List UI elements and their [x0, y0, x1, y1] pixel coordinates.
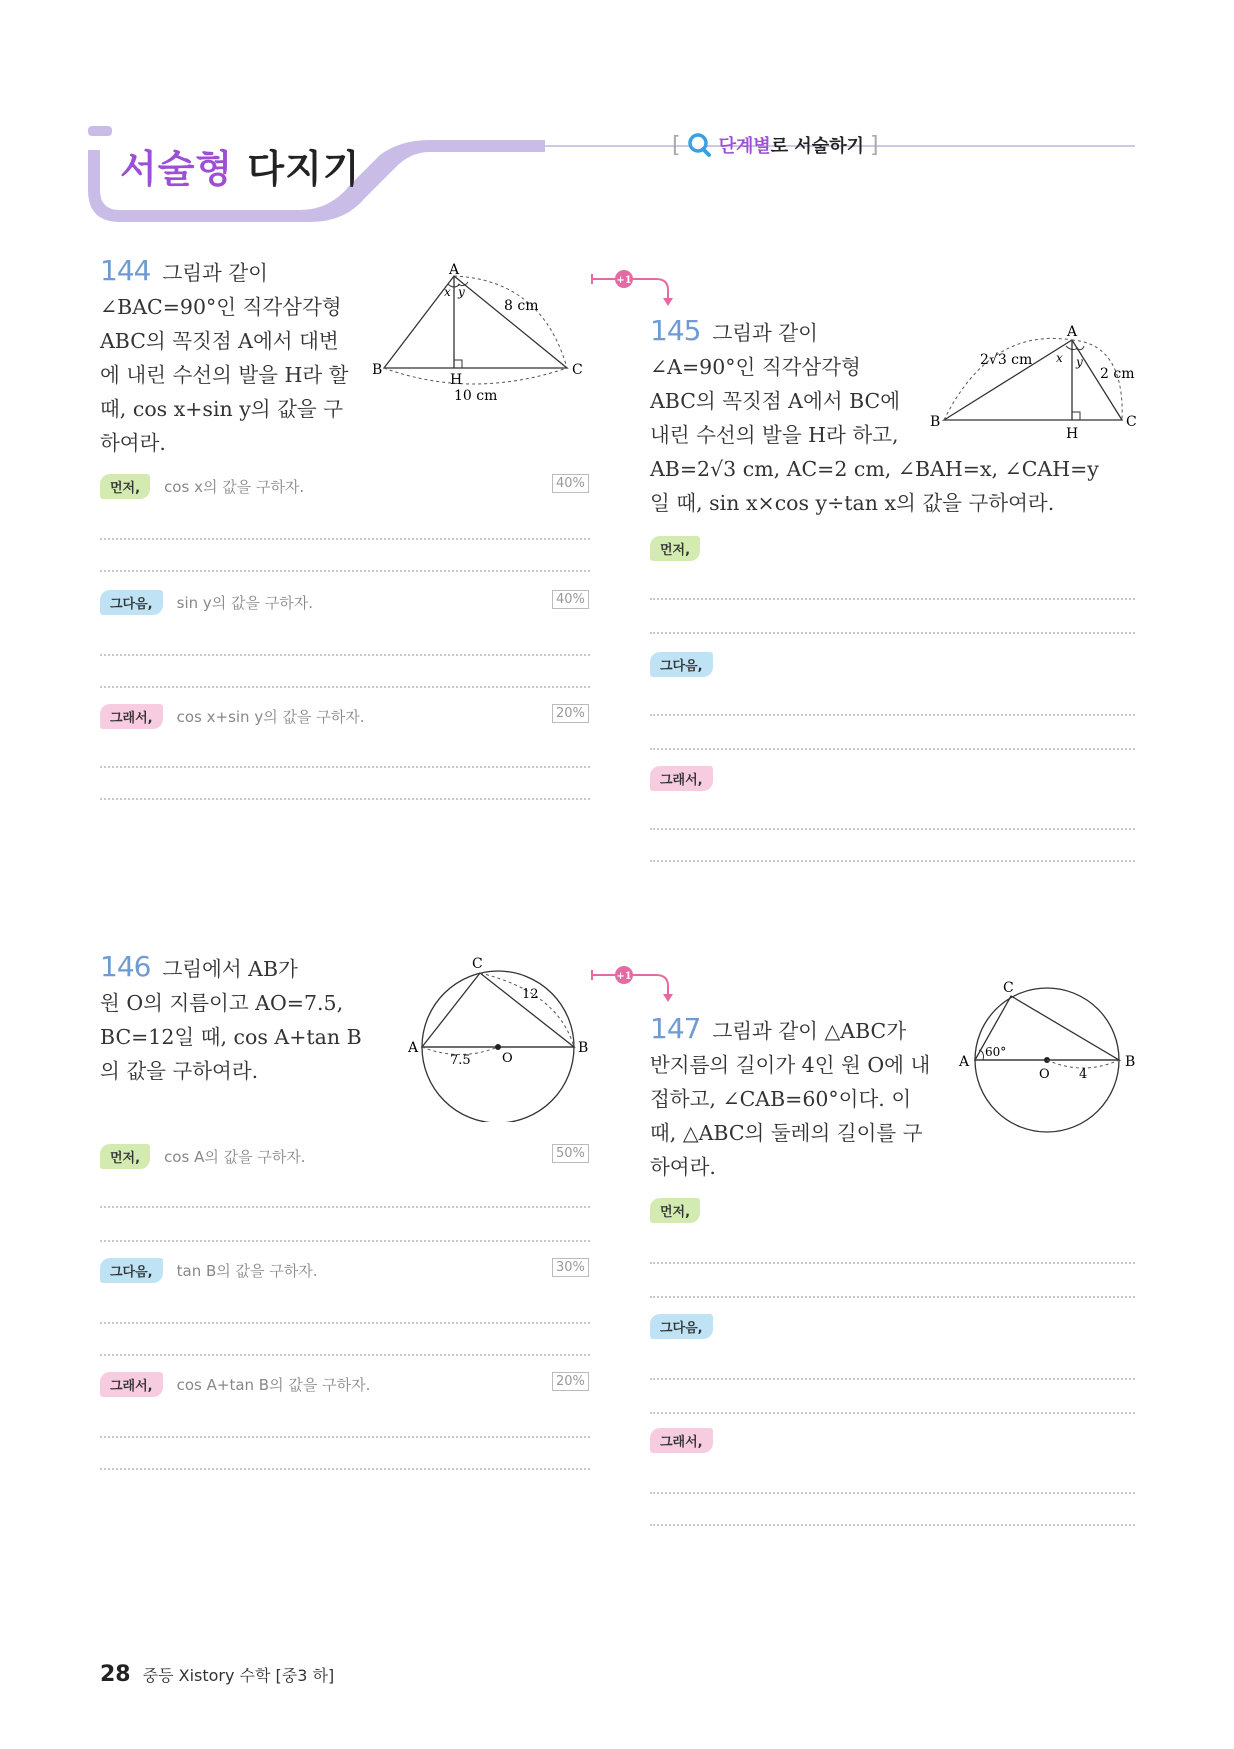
step-first: 먼저, — [650, 536, 700, 561]
label-bc: 10 cm — [454, 388, 498, 404]
label-c: C — [1126, 414, 1137, 430]
answer-line[interactable] — [650, 1296, 1135, 1298]
percent-badge: 40% — [552, 474, 589, 493]
label-x: x — [1056, 351, 1063, 365]
step-then: 그래서, — [650, 766, 713, 791]
page-number: 28 — [100, 1662, 131, 1687]
linked-arrow — [590, 262, 680, 312]
answer-line[interactable] — [650, 860, 1135, 862]
label-h: H — [1066, 426, 1079, 442]
label-c: C — [472, 956, 483, 972]
step-first: 먼저, cos x의 값을 구하자. — [100, 474, 304, 499]
problem-144: 144 그림과 같이 ∠BAC=90°인 직각삼각형 ABC의 꼭짓점 A에서 대변 에 내린 수선의 발을 H라 할 때, cos x+sin y의 값을 구 하여라. — [100, 254, 349, 455]
step-next: 그다음, — [650, 652, 713, 677]
answer-line[interactable] — [100, 766, 590, 768]
label-a: A — [959, 1054, 970, 1070]
answer-line[interactable] — [650, 1262, 1135, 1264]
label-y: y — [458, 285, 465, 299]
header-decoration — [0, 0, 1234, 230]
answer-line[interactable] — [650, 1492, 1135, 1494]
answer-line[interactable] — [100, 1322, 590, 1324]
answer-line[interactable] — [100, 1354, 590, 1356]
label-b: B — [1125, 1054, 1136, 1070]
linked-arrow — [590, 958, 680, 1008]
label-c: C — [1003, 980, 1014, 996]
label-y: y — [1076, 355, 1083, 369]
label-a: A — [1067, 324, 1078, 340]
step-next: 그다음, sin y의 값을 구하자. — [100, 590, 313, 615]
answer-line[interactable] — [100, 1240, 590, 1242]
circle-figure-146 — [408, 952, 598, 1122]
triangle-figure-144 — [372, 260, 592, 410]
step-then: 그래서, cos x+sin y의 값을 구하자. — [100, 704, 364, 729]
label-b: B — [372, 362, 383, 378]
problem-number: 146 — [100, 950, 151, 983]
step-first: 먼저, cos A의 값을 구하자. — [100, 1144, 306, 1169]
label-ab: 2√3 cm — [980, 352, 1033, 368]
problem-number: 144 — [100, 254, 151, 287]
answer-line[interactable] — [650, 1378, 1135, 1380]
label-b: B — [578, 1040, 589, 1056]
problem-146: 146 그림에서 AB가 원 O의 지름이고 AO=7.5, BC=12일 때, cos A+tan B 의 값을 구하여라. — [100, 950, 362, 1083]
percent-badge: 20% — [552, 704, 589, 723]
percent-badge: 20% — [552, 1372, 589, 1391]
answer-line[interactable] — [100, 686, 590, 688]
answer-line[interactable] — [100, 1468, 590, 1470]
answer-line[interactable] — [650, 598, 1135, 600]
page-footer — [100, 1662, 334, 1687]
percent-badge: 50% — [552, 1144, 589, 1163]
percent-badge: 40% — [552, 590, 589, 609]
answer-line[interactable] — [100, 798, 590, 800]
label-r: 4 — [1079, 1067, 1088, 1082]
label-b: B — [930, 414, 941, 430]
label-o: O — [1039, 1067, 1050, 1082]
problem-number: 145 — [650, 314, 701, 347]
answer-line[interactable] — [650, 714, 1135, 716]
answer-line[interactable] — [100, 1436, 590, 1438]
section-title: 서술형 다지기 — [120, 147, 361, 191]
plus-one-label: +1 — [616, 971, 632, 982]
step-first: 먼저, — [650, 1198, 700, 1223]
label-c: C — [572, 362, 583, 378]
answer-line[interactable] — [100, 538, 590, 540]
label-h: H — [450, 372, 463, 388]
answer-line[interactable] — [650, 828, 1135, 830]
label-bc: 12 — [522, 987, 539, 1002]
label-ac: 2 cm — [1100, 366, 1135, 382]
label-x: x — [444, 285, 451, 299]
answer-line[interactable] — [100, 1206, 590, 1208]
answer-line[interactable] — [100, 570, 590, 572]
label-o: O — [502, 1051, 513, 1066]
problem-number: 147 — [650, 1012, 701, 1045]
answer-line[interactable] — [650, 1412, 1135, 1414]
section-subtitle: [ 단계별로 서술하기 ] — [672, 132, 879, 158]
label-ao: 7.5 — [450, 1053, 471, 1068]
triangle-figure-145 — [920, 322, 1140, 442]
label-ac: 8 cm — [504, 298, 539, 314]
step-then: 그래서, cos A+tan B의 값을 구하자. — [100, 1372, 370, 1397]
label-a: A — [408, 1040, 419, 1056]
answer-line[interactable] — [100, 654, 590, 656]
step-next: 그다음, tan B의 값을 구하자. — [100, 1258, 318, 1283]
label-a: A — [449, 262, 460, 278]
problem-145: 145 그림과 같이 ∠A=90°인 직각삼각형 ABC의 꼭짓점 A에서 BC에 내린 수선의 발을 H라 하고, AB=2√3 cm, AC=2 cm, ∠BAH=x, ∠CAH=y 일 때, sin x×cos y÷tan x의 값을 구하여라. — [650, 314, 1099, 515]
percent-badge: 30% — [552, 1258, 589, 1277]
step-next: 그다음, — [650, 1314, 713, 1339]
magnifier-icon — [687, 132, 713, 158]
label-angle: 60° — [985, 1045, 1007, 1059]
book-title: 중등 Xistory 수학 [중3 하] — [142, 1666, 335, 1685]
answer-line[interactable] — [650, 748, 1135, 750]
answer-line[interactable] — [650, 632, 1135, 634]
plus-one-label: +1 — [616, 275, 632, 286]
circle-figure-147 — [955, 978, 1145, 1148]
problem-147: 147 그림과 같이 △ABC가 반지름의 길이가 4인 원 O에 내 접하고, ∠CAB=60°이다. 이 때, △ABC의 둘레의 길이를 구 하여라. — [650, 1012, 931, 1179]
step-then: 그래서, — [650, 1428, 713, 1453]
answer-line[interactable] — [650, 1524, 1135, 1526]
